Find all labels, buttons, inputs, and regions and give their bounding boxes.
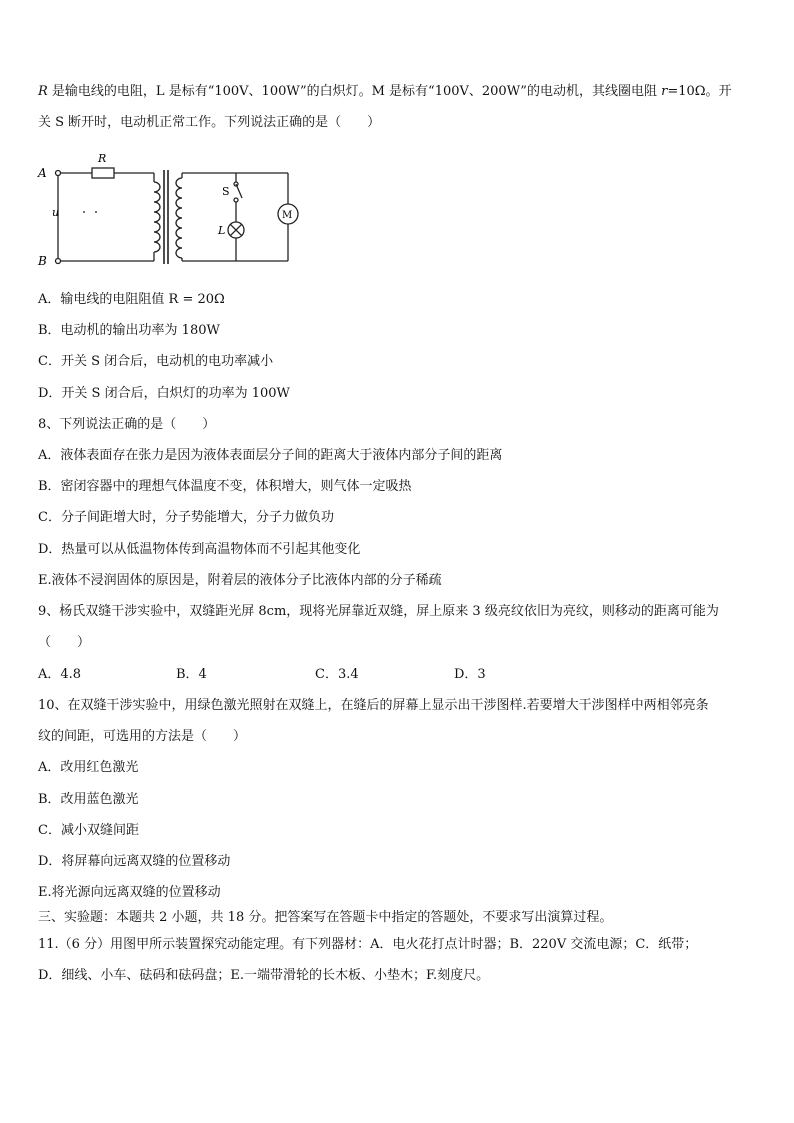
q8-option-e: E.液体不浸润固体的原因是，附着层的液体分子比液体内部的分子稀疏 (38, 573, 442, 588)
q8-option-a: A．液体表面存在张力是因为液体表面层分子间的距离大于液体内部分子间的距离 (38, 448, 503, 463)
q7-option-d: D．开关 S 闭合后，白炽灯的功率为 100W (38, 386, 290, 401)
q8-option-c: C．分子间距增大时，分子势能增大，分子力做负功 (38, 510, 334, 525)
q10-stem-line-1: 10、在双缝干涉实验中，用绿色激光照射在双缝上，在缝后的屏幕上显示出干涉图样.若要增大干涉图样中两相邻亮条 (38, 698, 709, 713)
q7-option-a: A．输电线的电阻阻值 R = 20Ω (38, 292, 225, 307)
label-A: A (38, 166, 47, 180)
section-3-heading: 三、实验题：本题共 2 小题，共 18 分。把答案写在答题卡中指定的答题处，不要求写出演算过程。 (38, 910, 613, 925)
q9-option-b: B．4 (176, 667, 207, 682)
q7-stem-text-b: =10Ω。开 (667, 84, 732, 99)
q7-symbol-r: r (661, 84, 668, 99)
q11-stem-line-1: 11.（6 分）用图甲所示装置探究动能定理。有下列器材：A．电火花打点计时器；B．220V 交流电源；C．纸带； (38, 937, 698, 952)
label-u: u (52, 206, 60, 219)
q8-option-b: B．密闭容器中的理想气体温度不变，体积增大，则气体一定吸热 (38, 479, 412, 494)
label-B: B (38, 254, 47, 268)
q9-stem-line-2: （ ） (38, 635, 91, 650)
label-S: S (222, 185, 230, 198)
q7-stem-text-a: 是输电线的电阻，L 是标有“100V、100W”的白炽灯。M 是标有“100V、200W”的电动机，其线圈电阻 (47, 84, 662, 99)
primary-coil (154, 182, 160, 252)
terminal-b (56, 259, 61, 264)
circuit-diagram (36, 150, 306, 270)
q11-stem-line-2: D．细线、小车、砝码和砝码盘；E.一端带滑轮的长木板、小垫木；F.刻度尺。 (38, 968, 490, 983)
q9-stem-line-1: 9、杨氏双缝干涉实验中，双缝距光屏 8cm，现将光屏靠近双缝，屏上原来 3 级亮纹依旧为亮纹，则移动的距离可能为 (38, 604, 719, 619)
dots-decoration (83, 211, 97, 213)
q8-option-d: D．热量可以从低温物体传到高温物体而不引起其他变化 (38, 542, 361, 557)
q10-stem-line-2: 纹的间距，可选用的方法是（ ） (38, 729, 247, 744)
q7-stem-line-1 (38, 84, 732, 100)
switch-S (236, 184, 242, 198)
q10-option-a: A．改用红色激光 (38, 760, 139, 775)
label-L: L (218, 224, 226, 237)
q10-option-d: D．将屏幕向远离双缝的位置移动 (38, 854, 231, 869)
q7-option-b: B．电动机的输出功率为 180W (38, 323, 220, 338)
resistor-R (92, 168, 114, 178)
q7-option-c: C．开关 S 闭合后，电动机的电功率减小 (38, 354, 274, 369)
q7-stem-line-2: 关 S 断开时，电动机正常工作。下列说法正确的是（ ） (38, 115, 381, 130)
q10-option-e: E.将光源向远离双缝的位置移动 (38, 885, 221, 900)
label-R: R (98, 152, 107, 165)
q9-option-a: A．4.8 (38, 667, 82, 682)
label-M: M (282, 210, 293, 221)
terminal-a (56, 171, 61, 176)
q10-option-c: C．减小双缝间距 (38, 823, 139, 838)
q9-option-c: C．3.4 (315, 667, 359, 682)
q9-option-d: D．3 (454, 667, 486, 682)
q7-symbol-R: R (38, 84, 48, 99)
q10-option-b: B．改用蓝色激光 (38, 792, 139, 807)
secondary-coil (176, 178, 182, 258)
q8-stem: 8、下列说法正确的是（ ） (38, 417, 216, 432)
